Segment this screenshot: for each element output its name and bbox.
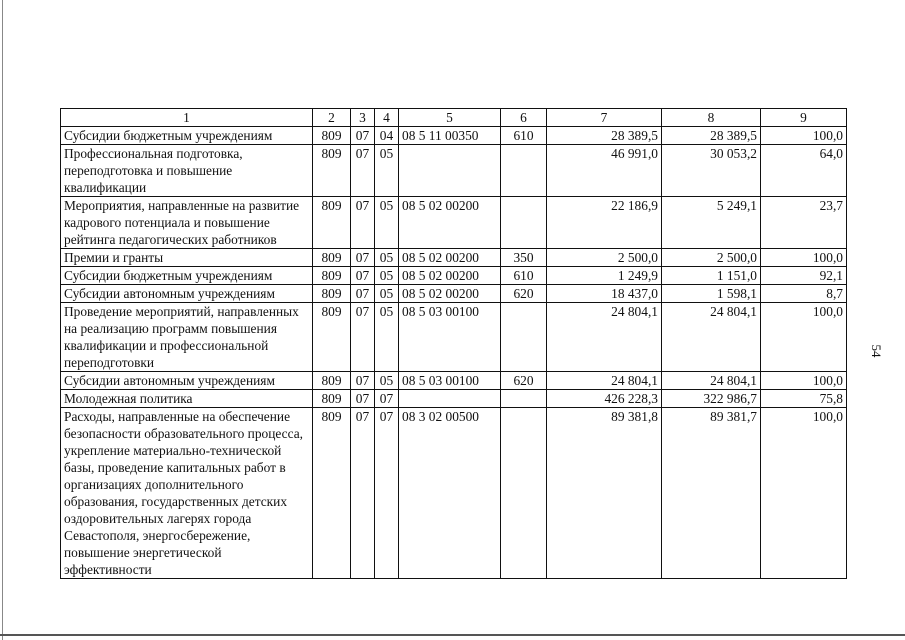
expense-type-cell xyxy=(501,197,547,249)
plan-amount-cell: 18 437,0 xyxy=(547,285,662,303)
section-cell: 07 xyxy=(351,372,375,390)
gov-code-cell: 809 xyxy=(313,390,351,408)
column-header: 4 xyxy=(375,109,399,127)
column-header: 8 xyxy=(662,109,761,127)
row-name-cell: Расходы, направленные на обеспечение безопасности образовательного процесса, укрепление материально-технической базы, проведение капитальных работ в организациях дополнительного образования, государственных детских оздоровительных лагерях города Севастополя, энергосбережение, повышение энергетической эффективности xyxy=(61,408,313,579)
column-header: 1 xyxy=(61,109,313,127)
actual-amount-cell: 1 598,1 xyxy=(662,285,761,303)
gov-code-cell: 809 xyxy=(313,145,351,197)
subsection-cell: 05 xyxy=(375,267,399,285)
budget-table xyxy=(60,108,847,579)
percent-cell: 100,0 xyxy=(761,127,847,145)
section-cell: 07 xyxy=(351,145,375,197)
table-row xyxy=(61,145,847,197)
percent-cell: 75,8 xyxy=(761,390,847,408)
row-name-cell: Субсидии бюджетным учреждениям xyxy=(61,267,313,285)
subsection-cell: 05 xyxy=(375,303,399,372)
column-header: 7 xyxy=(547,109,662,127)
table-header-row xyxy=(61,109,847,127)
page-number: 54 xyxy=(869,344,884,358)
actual-amount-cell: 1 151,0 xyxy=(662,267,761,285)
target-code-cell xyxy=(399,390,501,408)
expense-type-cell: 620 xyxy=(501,285,547,303)
actual-amount-cell: 30 053,2 xyxy=(662,145,761,197)
page-edge-left xyxy=(2,0,3,640)
expense-type-cell: 350 xyxy=(501,249,547,267)
target-code-cell: 08 5 02 00200 xyxy=(399,249,501,267)
expense-type-cell xyxy=(501,390,547,408)
section-cell: 07 xyxy=(351,303,375,372)
row-name-cell: Профессиональная подготовка, переподготовка и повышение квалификации xyxy=(61,145,313,197)
column-header: 2 xyxy=(313,109,351,127)
subsection-cell: 05 xyxy=(375,285,399,303)
target-code-cell: 08 5 03 00100 xyxy=(399,372,501,390)
percent-cell: 100,0 xyxy=(761,372,847,390)
subsection-cell: 05 xyxy=(375,249,399,267)
subsection-cell: 04 xyxy=(375,127,399,145)
section-cell: 07 xyxy=(351,390,375,408)
expense-type-cell xyxy=(501,408,547,579)
gov-code-cell: 809 xyxy=(313,372,351,390)
plan-amount-cell: 46 991,0 xyxy=(547,145,662,197)
page-edge-bottom xyxy=(0,634,905,636)
actual-amount-cell: 28 389,5 xyxy=(662,127,761,145)
percent-cell: 100,0 xyxy=(761,249,847,267)
plan-amount-cell: 24 804,1 xyxy=(547,303,662,372)
expense-type-cell: 610 xyxy=(501,267,547,285)
actual-amount-cell: 2 500,0 xyxy=(662,249,761,267)
table-row xyxy=(61,303,847,372)
row-name-cell: Субсидии автономным учреждениям xyxy=(61,372,313,390)
section-cell: 07 xyxy=(351,267,375,285)
gov-code-cell: 809 xyxy=(313,267,351,285)
percent-cell: 8,7 xyxy=(761,285,847,303)
actual-amount-cell: 5 249,1 xyxy=(662,197,761,249)
percent-cell: 100,0 xyxy=(761,408,847,579)
percent-cell: 23,7 xyxy=(761,197,847,249)
expense-type-cell xyxy=(501,303,547,372)
actual-amount-cell: 24 804,1 xyxy=(662,303,761,372)
section-cell: 07 xyxy=(351,127,375,145)
section-cell: 07 xyxy=(351,408,375,579)
target-code-cell: 08 3 02 00500 xyxy=(399,408,501,579)
column-header: 6 xyxy=(501,109,547,127)
table-row xyxy=(61,390,847,408)
expense-type-cell: 620 xyxy=(501,372,547,390)
row-name-cell: Субсидии бюджетным учреждениям xyxy=(61,127,313,145)
subsection-cell: 07 xyxy=(375,408,399,579)
plan-amount-cell: 2 500,0 xyxy=(547,249,662,267)
target-code-cell: 08 5 03 00100 xyxy=(399,303,501,372)
expense-type-cell xyxy=(501,145,547,197)
subsection-cell: 07 xyxy=(375,390,399,408)
target-code-cell xyxy=(399,145,501,197)
row-name-cell: Премии и гранты xyxy=(61,249,313,267)
actual-amount-cell: 24 804,1 xyxy=(662,372,761,390)
row-name-cell: Мероприятия, направленные на развитие кадрового потенциала и повышение рейтинга педагогических работников xyxy=(61,197,313,249)
table-row xyxy=(61,267,847,285)
plan-amount-cell: 426 228,3 xyxy=(547,390,662,408)
table-row xyxy=(61,285,847,303)
plan-amount-cell: 24 804,1 xyxy=(547,372,662,390)
section-cell: 07 xyxy=(351,249,375,267)
row-name-cell: Субсидии автономным учреждениям xyxy=(61,285,313,303)
table-row xyxy=(61,127,847,145)
subsection-cell: 05 xyxy=(375,145,399,197)
table-row xyxy=(61,249,847,267)
column-header: 9 xyxy=(761,109,847,127)
target-code-cell: 08 5 02 00200 xyxy=(399,197,501,249)
percent-cell: 100,0 xyxy=(761,303,847,372)
column-header: 5 xyxy=(399,109,501,127)
percent-cell: 64,0 xyxy=(761,145,847,197)
plan-amount-cell: 28 389,5 xyxy=(547,127,662,145)
percent-cell: 92,1 xyxy=(761,267,847,285)
gov-code-cell: 809 xyxy=(313,127,351,145)
row-name-cell: Молодежная политика xyxy=(61,390,313,408)
section-cell: 07 xyxy=(351,285,375,303)
table-row xyxy=(61,372,847,390)
subsection-cell: 05 xyxy=(375,372,399,390)
column-header: 3 xyxy=(351,109,375,127)
gov-code-cell: 809 xyxy=(313,303,351,372)
gov-code-cell: 809 xyxy=(313,197,351,249)
table-row xyxy=(61,197,847,249)
target-code-cell: 08 5 02 00200 xyxy=(399,267,501,285)
gov-code-cell: 809 xyxy=(313,408,351,579)
plan-amount-cell: 22 186,9 xyxy=(547,197,662,249)
expense-type-cell: 610 xyxy=(501,127,547,145)
actual-amount-cell: 89 381,7 xyxy=(662,408,761,579)
target-code-cell: 08 5 11 00350 xyxy=(399,127,501,145)
row-name-cell: Проведение мероприятий, направленных на реализацию программ повышения квалификации и профессиональной переподготовки xyxy=(61,303,313,372)
subsection-cell: 05 xyxy=(375,197,399,249)
table-row xyxy=(61,408,847,579)
target-code-cell: 08 5 02 00200 xyxy=(399,285,501,303)
plan-amount-cell: 1 249,9 xyxy=(547,267,662,285)
actual-amount-cell: 322 986,7 xyxy=(662,390,761,408)
gov-code-cell: 809 xyxy=(313,249,351,267)
gov-code-cell: 809 xyxy=(313,285,351,303)
plan-amount-cell: 89 381,8 xyxy=(547,408,662,579)
section-cell: 07 xyxy=(351,197,375,249)
